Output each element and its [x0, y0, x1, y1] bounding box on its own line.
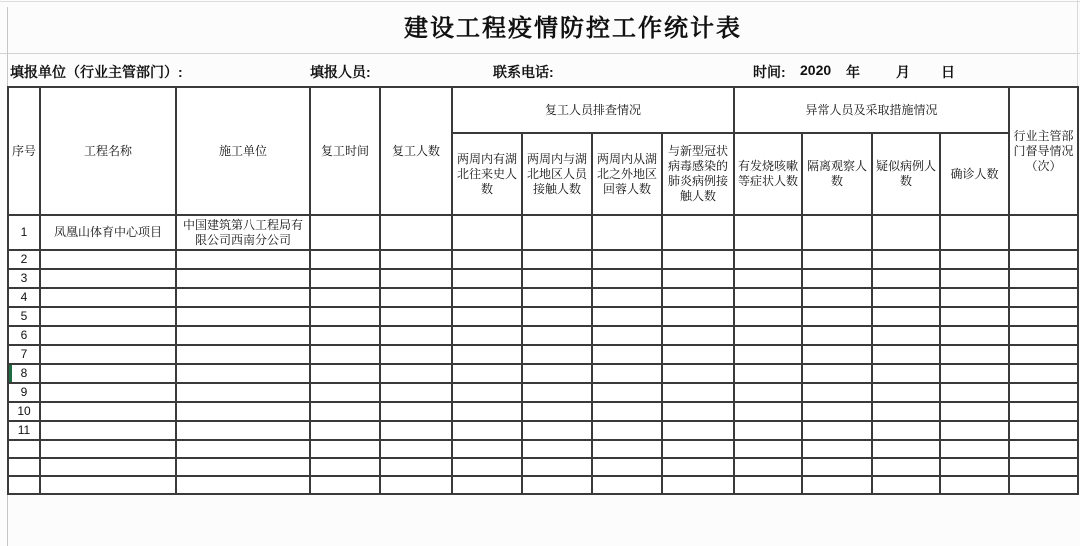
empty-data-cell[interactable] [452, 288, 522, 307]
empty-data-cell[interactable] [940, 458, 1009, 476]
table-row [8, 215, 1078, 250]
contractor-cell[interactable] [176, 383, 310, 402]
empty-data-cell[interactable] [802, 269, 872, 288]
empty-data-cell[interactable] [940, 402, 1009, 421]
row-number-cell[interactable]: 8 [8, 364, 40, 383]
table-row [8, 402, 1078, 421]
empty-data-cell[interactable] [734, 269, 802, 288]
empty-data-cell[interactable] [940, 364, 1009, 383]
row-number-cell[interactable]: 10 [8, 402, 40, 421]
empty-data-cell[interactable] [872, 383, 940, 402]
empty-data-cell[interactable] [802, 326, 872, 345]
contractor-cell[interactable] [176, 345, 310, 364]
empty-data-cell[interactable] [1009, 458, 1078, 476]
empty-data-cell[interactable] [662, 215, 734, 250]
table-row [8, 307, 1078, 326]
empty-data-cell[interactable] [310, 440, 380, 458]
empty-data-cell[interactable] [310, 326, 380, 345]
empty-data-cell[interactable] [310, 307, 380, 326]
empty-data-cell[interactable] [802, 458, 872, 476]
day-unit-label: 日 [941, 64, 955, 80]
table-row [8, 440, 1078, 458]
empty-data-cell[interactable] [940, 250, 1009, 269]
empty-data-cell[interactable] [522, 345, 592, 364]
project-name-cell[interactable] [40, 269, 176, 288]
empty-data-cell[interactable] [522, 383, 592, 402]
contact-phone-label: 联系电话: [493, 64, 554, 80]
contractor-cell[interactable] [176, 269, 310, 288]
empty-data-cell[interactable] [380, 345, 452, 364]
table-body [8, 215, 1078, 494]
empty-data-cell[interactable] [380, 326, 452, 345]
empty-data-cell[interactable] [310, 288, 380, 307]
row-number-cell[interactable]: 1 [8, 215, 40, 250]
empty-data-cell[interactable] [592, 250, 662, 269]
contractor-cell[interactable] [176, 250, 310, 269]
empty-data-cell[interactable] [802, 215, 872, 250]
empty-data-cell[interactable] [940, 440, 1009, 458]
empty-data-cell[interactable] [662, 421, 734, 440]
empty-data-cell[interactable] [940, 307, 1009, 326]
row-number-cell[interactable] [8, 458, 40, 476]
empty-data-cell[interactable] [452, 402, 522, 421]
empty-data-cell[interactable] [872, 440, 940, 458]
table-row [8, 364, 1078, 383]
empty-data-cell[interactable] [310, 476, 380, 494]
project-name-cell[interactable] [40, 250, 176, 269]
empty-data-cell[interactable] [734, 250, 802, 269]
row-number-cell[interactable]: 9 [8, 383, 40, 402]
empty-data-cell[interactable] [1009, 250, 1078, 269]
empty-data-cell[interactable] [1009, 364, 1078, 383]
reporting-unit-label: 填报单位（行业主管部门）: [10, 64, 183, 80]
row-number-cell[interactable]: 5 [8, 307, 40, 326]
empty-data-cell[interactable] [310, 345, 380, 364]
table-row [8, 383, 1078, 402]
project-name-cell[interactable] [40, 458, 176, 476]
contractor-cell[interactable] [176, 440, 310, 458]
empty-data-cell[interactable] [872, 288, 940, 307]
empty-data-cell[interactable] [662, 402, 734, 421]
empty-data-cell[interactable] [522, 215, 592, 250]
empty-data-cell[interactable] [802, 476, 872, 494]
empty-data-cell[interactable] [380, 269, 452, 288]
empty-data-cell[interactable] [522, 458, 592, 476]
header-col-confirmed-cases: 确诊人数 [940, 133, 1009, 215]
table-row [8, 288, 1078, 307]
empty-data-cell[interactable] [734, 476, 802, 494]
project-name-cell[interactable] [40, 476, 176, 494]
empty-data-cell[interactable] [662, 250, 734, 269]
row-number-cell[interactable]: 11 [8, 421, 40, 440]
empty-data-cell[interactable] [1009, 345, 1078, 364]
empty-data-cell[interactable] [592, 326, 662, 345]
empty-data-cell[interactable] [310, 250, 380, 269]
empty-data-cell[interactable] [522, 440, 592, 458]
empty-data-cell[interactable] [734, 383, 802, 402]
empty-data-cell[interactable] [872, 307, 940, 326]
contractor-cell[interactable] [176, 307, 310, 326]
empty-data-cell[interactable] [940, 345, 1009, 364]
project-name-cell[interactable]: 凤凰山体育中心项目 [40, 215, 176, 250]
empty-data-cell[interactable] [380, 215, 452, 250]
empty-data-cell[interactable] [802, 440, 872, 458]
empty-data-cell[interactable] [802, 307, 872, 326]
empty-data-cell[interactable] [452, 215, 522, 250]
empty-data-cell[interactable] [310, 364, 380, 383]
empty-data-cell[interactable] [522, 288, 592, 307]
contractor-cell[interactable] [176, 421, 310, 440]
statistics-table [7, 86, 1079, 495]
empty-data-cell[interactable] [734, 458, 802, 476]
empty-data-cell[interactable] [522, 364, 592, 383]
empty-data-cell[interactable] [1009, 288, 1078, 307]
row-number-cell[interactable]: 6 [8, 326, 40, 345]
contractor-cell[interactable]: 中国建筑第八工程局有限公司西南分公司 [176, 215, 310, 250]
empty-data-cell[interactable] [310, 383, 380, 402]
header-col-project-name: 工程名称 [40, 87, 176, 215]
empty-data-cell[interactable] [452, 345, 522, 364]
month-unit-label: 月 [896, 64, 910, 80]
empty-data-cell[interactable] [522, 421, 592, 440]
empty-data-cell[interactable] [734, 326, 802, 345]
empty-data-cell[interactable] [522, 269, 592, 288]
title-band [0, 12, 1080, 46]
empty-data-cell[interactable] [734, 215, 802, 250]
project-name-cell[interactable] [40, 383, 176, 402]
table-row [8, 250, 1078, 269]
table-row [8, 345, 1078, 364]
empty-data-cell[interactable] [592, 269, 662, 288]
empty-data-cell[interactable] [380, 476, 452, 494]
project-name-cell[interactable] [40, 364, 176, 383]
empty-data-cell[interactable] [592, 364, 662, 383]
empty-data-cell[interactable] [452, 458, 522, 476]
empty-data-cell[interactable] [662, 364, 734, 383]
empty-data-cell[interactable] [662, 383, 734, 402]
empty-data-cell[interactable] [310, 421, 380, 440]
header-group-abnormal: 异常人员及采取措施情况 [734, 87, 1009, 133]
empty-data-cell[interactable] [452, 476, 522, 494]
empty-data-cell[interactable] [940, 269, 1009, 288]
contractor-cell[interactable] [176, 364, 310, 383]
empty-data-cell[interactable] [522, 326, 592, 345]
time-label: 时间: [753, 64, 786, 80]
empty-data-cell[interactable] [1009, 326, 1078, 345]
project-name-cell[interactable] [40, 421, 176, 440]
table-row [8, 421, 1078, 440]
empty-data-cell[interactable] [662, 288, 734, 307]
empty-data-cell[interactable] [802, 345, 872, 364]
header-group-screening: 复工人员排查情况 [452, 87, 734, 133]
table-row [8, 458, 1078, 476]
header-col-fever-cough: 有发烧咳嗽等症状人数 [734, 133, 802, 215]
empty-data-cell[interactable] [872, 458, 940, 476]
empty-data-cell[interactable] [872, 345, 940, 364]
empty-data-cell[interactable] [592, 421, 662, 440]
row-number-cell[interactable]: 7 [8, 345, 40, 364]
table-row [8, 269, 1078, 288]
empty-data-cell[interactable] [310, 402, 380, 421]
empty-data-cell[interactable] [734, 307, 802, 326]
empty-data-cell[interactable] [452, 383, 522, 402]
row-number-cell[interactable]: 4 [8, 288, 40, 307]
empty-data-cell[interactable] [802, 364, 872, 383]
empty-data-cell[interactable] [940, 326, 1009, 345]
empty-data-cell[interactable] [522, 250, 592, 269]
project-name-cell[interactable] [40, 440, 176, 458]
row-number-cell[interactable] [8, 476, 40, 494]
empty-data-cell[interactable] [380, 402, 452, 421]
header-col-suspected-cases: 疑似病例人数 [872, 133, 940, 215]
contractor-cell[interactable] [176, 476, 310, 494]
empty-data-cell[interactable] [592, 383, 662, 402]
empty-data-cell[interactable] [872, 269, 940, 288]
table-row [8, 326, 1078, 345]
empty-data-cell[interactable] [522, 307, 592, 326]
empty-data-cell[interactable] [1009, 215, 1078, 250]
header-col-case-contact: 与新型冠状病毒感染的肺炎病例接触人数 [662, 133, 734, 215]
header-col-quarantine-observe: 隔离观察人数 [802, 133, 872, 215]
empty-data-cell[interactable] [452, 364, 522, 383]
empty-data-cell[interactable] [592, 307, 662, 326]
empty-data-cell[interactable] [734, 345, 802, 364]
table-row [8, 476, 1078, 494]
empty-data-cell[interactable] [522, 476, 592, 494]
empty-data-cell[interactable] [452, 250, 522, 269]
project-name-cell[interactable] [40, 326, 176, 345]
contractor-cell[interactable] [176, 458, 310, 476]
contractor-cell[interactable] [176, 326, 310, 345]
empty-data-cell[interactable] [1009, 269, 1078, 288]
project-name-cell[interactable] [40, 345, 176, 364]
empty-data-cell[interactable] [592, 345, 662, 364]
empty-data-cell[interactable] [452, 440, 522, 458]
header-col-resume-date: 复工时间 [310, 87, 380, 215]
empty-data-cell[interactable] [802, 402, 872, 421]
empty-data-cell[interactable] [452, 326, 522, 345]
empty-data-cell[interactable] [592, 402, 662, 421]
empty-data-cell[interactable] [380, 250, 452, 269]
empty-data-cell[interactable] [310, 458, 380, 476]
empty-data-cell[interactable] [940, 383, 1009, 402]
empty-data-cell[interactable] [380, 307, 452, 326]
empty-data-cell[interactable] [872, 215, 940, 250]
project-name-cell[interactable] [40, 402, 176, 421]
empty-data-cell[interactable] [802, 421, 872, 440]
row-number-cell[interactable] [8, 440, 40, 458]
empty-data-cell[interactable] [592, 476, 662, 494]
empty-data-cell[interactable] [940, 215, 1009, 250]
empty-data-cell[interactable] [802, 383, 872, 402]
empty-data-cell[interactable] [592, 288, 662, 307]
header-col-hubei-contact: 两周内与湖北地区人员接触人数 [522, 133, 592, 215]
row-number-cell[interactable]: 2 [8, 250, 40, 269]
sheet-top-line [0, 1, 1080, 2]
empty-data-cell[interactable] [380, 440, 452, 458]
empty-data-cell[interactable] [1009, 440, 1078, 458]
empty-data-cell[interactable] [1009, 421, 1078, 440]
project-name-cell[interactable] [40, 288, 176, 307]
empty-data-cell[interactable] [662, 476, 734, 494]
empty-data-cell[interactable] [1009, 307, 1078, 326]
empty-data-cell[interactable] [802, 288, 872, 307]
contractor-cell[interactable] [176, 288, 310, 307]
empty-data-cell[interactable] [872, 364, 940, 383]
empty-data-cell[interactable] [662, 269, 734, 288]
empty-data-cell[interactable] [940, 288, 1009, 307]
empty-data-cell[interactable] [380, 364, 452, 383]
empty-data-cell[interactable] [662, 458, 734, 476]
empty-data-cell[interactable] [380, 458, 452, 476]
project-name-cell[interactable] [40, 307, 176, 326]
page-title: 建设工程疫情防控工作统计表 [404, 15, 742, 42]
empty-data-cell[interactable] [734, 421, 802, 440]
header-col-serial: 序号 [8, 87, 40, 215]
empty-data-cell[interactable] [662, 345, 734, 364]
empty-data-cell[interactable] [452, 269, 522, 288]
empty-data-cell[interactable] [452, 307, 522, 326]
empty-data-cell[interactable] [1009, 383, 1078, 402]
empty-data-cell[interactable] [940, 476, 1009, 494]
empty-data-cell[interactable] [872, 326, 940, 345]
info-bar [0, 54, 1080, 86]
empty-data-cell[interactable] [380, 421, 452, 440]
empty-data-cell[interactable] [310, 215, 380, 250]
empty-data-cell[interactable] [802, 250, 872, 269]
empty-data-cell[interactable] [1009, 476, 1078, 494]
empty-data-cell[interactable] [662, 440, 734, 458]
header-col-supervision: 行业主管部门督导情况（次） [1009, 87, 1078, 215]
empty-data-cell[interactable] [380, 383, 452, 402]
empty-data-cell[interactable] [734, 440, 802, 458]
empty-data-cell[interactable] [872, 476, 940, 494]
empty-data-cell[interactable] [662, 307, 734, 326]
contractor-cell[interactable] [176, 402, 310, 421]
empty-data-cell[interactable] [872, 421, 940, 440]
empty-data-cell[interactable] [872, 402, 940, 421]
empty-data-cell[interactable] [592, 215, 662, 250]
row-number-cell[interactable]: 3 [8, 269, 40, 288]
empty-data-cell[interactable] [1009, 402, 1078, 421]
empty-data-cell[interactable] [310, 269, 380, 288]
empty-data-cell[interactable] [734, 402, 802, 421]
header-col-hubei-travel-history: 两周内有湖北往来史人数 [452, 133, 522, 215]
empty-data-cell[interactable] [940, 421, 1009, 440]
empty-data-cell[interactable] [662, 326, 734, 345]
header-col-return-chengdu: 两周内从湖北之外地区回蓉人数 [592, 133, 662, 215]
year-value: 2020 [800, 62, 832, 78]
empty-data-cell[interactable] [380, 288, 452, 307]
reporter-label: 填报人员: [310, 64, 371, 80]
empty-data-cell[interactable] [592, 458, 662, 476]
empty-data-cell[interactable] [592, 440, 662, 458]
empty-data-cell[interactable] [452, 421, 522, 440]
header-col-resume-headcount: 复工人数 [380, 87, 452, 215]
empty-data-cell[interactable] [734, 288, 802, 307]
empty-data-cell[interactable] [522, 402, 592, 421]
header-col-contractor: 施工单位 [176, 87, 310, 215]
empty-data-cell[interactable] [872, 250, 940, 269]
year-unit-label: 年 [846, 64, 860, 80]
empty-data-cell[interactable] [734, 364, 802, 383]
